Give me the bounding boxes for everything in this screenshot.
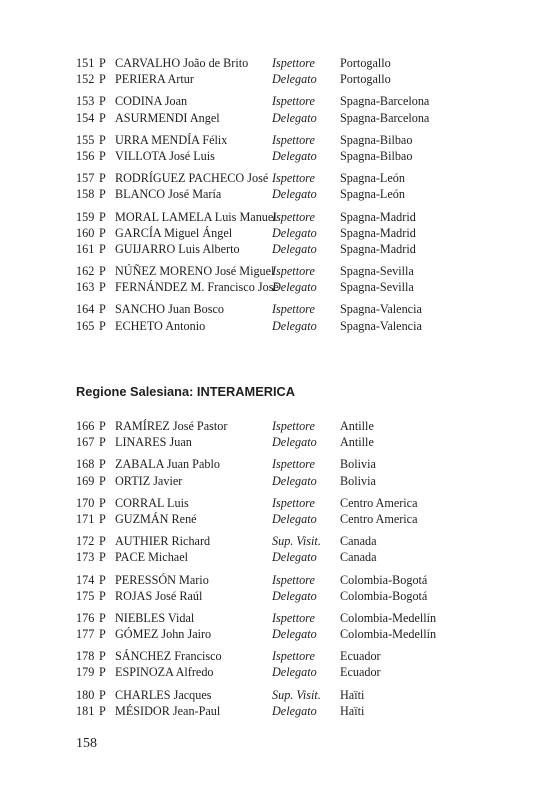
entry-type: P: [99, 72, 106, 87]
person-name: VILLOTA José Luis: [115, 148, 215, 163]
entry-location: Spagna-Madrid: [340, 209, 416, 224]
person-name: CARVALHO João de Brito: [115, 56, 249, 70]
entry-number: 169: [76, 473, 95, 488]
list-item: [0, 473, 539, 489]
list-item: [0, 241, 539, 257]
person-role: Ispettore: [272, 94, 315, 109]
list-item: [0, 418, 539, 434]
entry-group: [0, 456, 539, 488]
entry-location: Ecuador: [340, 665, 381, 680]
person-name: BLANCO José María: [115, 187, 222, 202]
list-item: [0, 549, 539, 565]
person-name: NIEBLES Vidal: [115, 610, 195, 625]
list-item: [0, 318, 539, 334]
entry-location: Spagna-Valencia: [340, 318, 422, 333]
person-role: Delegato: [272, 187, 317, 202]
person-role: Ispettore: [272, 209, 315, 224]
list-item: [0, 209, 539, 225]
entry-type: P: [99, 241, 106, 256]
entry-location: Antille: [340, 435, 374, 450]
list-item: [0, 225, 539, 241]
person-name: ESPINOZA Alfredo: [115, 665, 214, 680]
entry-location: Canada: [340, 534, 377, 549]
person-name: NÚÑEZ MORENO José Miguel: [115, 264, 275, 279]
entry-number: 165: [76, 318, 95, 333]
person-role: Delegato: [272, 665, 317, 680]
entry-number: 168: [76, 457, 95, 472]
entry-type: P: [99, 627, 106, 642]
entry-location: Centro America: [340, 495, 418, 510]
person-role: Ispettore: [272, 610, 315, 625]
entry-location: Spagna-León: [340, 187, 405, 202]
entry-location: Spagna-Sevilla: [340, 280, 414, 295]
person-role: Ispettore: [272, 264, 315, 279]
entry-number: 175: [76, 588, 95, 603]
entry-number: 161: [76, 241, 95, 256]
entry-group: [0, 687, 539, 719]
entry-number: 164: [76, 302, 95, 317]
entry-number: 178: [76, 649, 95, 664]
entry-group: [0, 610, 539, 642]
person-role: Delegato: [272, 550, 317, 565]
entry-location: Centro America: [340, 511, 418, 526]
person-name: SÁNCHEZ Francisco: [115, 649, 222, 664]
entry-type: P: [99, 264, 106, 279]
person-name: SANCHO Juan Bosco: [115, 302, 225, 317]
person-name: ECHETO Antonio: [115, 318, 206, 333]
person-name: GÓMEZ John Jairo: [115, 627, 212, 642]
entry-type: P: [99, 511, 106, 526]
list-item: [0, 93, 539, 109]
person-name: PERIERA Artur: [115, 72, 194, 87]
list-item: [0, 301, 539, 317]
list-item: [0, 511, 539, 527]
entry-group: [0, 495, 539, 527]
person-role: Sup. Visit.: [272, 687, 321, 702]
entry-number: 180: [76, 687, 95, 702]
list-item: [0, 610, 539, 626]
entry-number: 163: [76, 280, 95, 295]
list-item: [0, 533, 539, 549]
list-item: [0, 588, 539, 604]
list-item: [0, 55, 539, 71]
list-item: [0, 456, 539, 472]
entry-location: Spagna-Madrid: [340, 241, 416, 256]
top-list: [0, 55, 539, 340]
person-role: Delegato: [272, 588, 317, 603]
entry-number: 167: [76, 435, 95, 450]
entry-location: Canada: [340, 550, 377, 565]
person-name: GUZMÁN René: [115, 511, 197, 526]
entry-type: P: [99, 132, 106, 147]
entry-location: Spagna-Barcelona: [340, 94, 430, 109]
entry-location: Spagna-Bilbao: [340, 148, 413, 163]
entry-number: 177: [76, 627, 95, 642]
entry-location: Haïti: [340, 687, 365, 702]
list-item: [0, 626, 539, 642]
entry-location: Bolivia: [340, 473, 376, 488]
entry-number: 158: [76, 187, 95, 202]
entry-group: [0, 55, 539, 87]
person-name: ORTIZ Javier: [115, 473, 183, 488]
entry-type: P: [99, 209, 106, 224]
entry-number: 153: [76, 94, 95, 109]
entry-group: [0, 533, 539, 565]
entry-type: P: [99, 457, 106, 472]
entry-group: [0, 132, 539, 164]
list-item: [0, 495, 539, 511]
entry-location: Colombia-Medellín: [340, 610, 437, 625]
entry-type: P: [99, 588, 106, 603]
entry-location: Portogallo: [340, 72, 391, 87]
entry-location: Bolivia: [340, 457, 376, 472]
person-name: ZABALA Juan Pablo: [115, 457, 220, 472]
entry-number: 156: [76, 148, 95, 163]
person-role: Delegato: [272, 318, 317, 333]
person-role: Ispettore: [272, 56, 315, 70]
entry-group: [0, 648, 539, 680]
person-name: CORRAL Luis: [115, 495, 189, 510]
entry-type: P: [99, 665, 106, 680]
person-name: MÉSIDOR Jean-Paul: [115, 703, 221, 718]
person-name: MORAL LAMELA Luis Manuel: [115, 209, 277, 224]
person-role: Delegato: [272, 627, 317, 642]
entry-type: P: [99, 148, 106, 163]
entry-number: 155: [76, 132, 95, 147]
person-name: RODRÍGUEZ PACHECO José: [115, 171, 269, 186]
entry-location: Colombia-Bogotá: [340, 572, 428, 587]
person-name: LINARES Juan: [115, 435, 192, 450]
entry-number: 162: [76, 264, 95, 279]
entry-type: P: [99, 703, 106, 718]
entry-type: P: [99, 610, 106, 625]
entry-type: P: [99, 280, 106, 295]
entry-location: Portogallo: [340, 56, 391, 70]
list-item: [0, 71, 539, 87]
person-name: FERNÁNDEZ M. Francisco José: [115, 280, 279, 295]
entry-number: 160: [76, 225, 95, 240]
entry-type: P: [99, 419, 106, 433]
person-role: Ispettore: [272, 419, 315, 433]
person-role: Delegato: [272, 435, 317, 450]
entry-group: [0, 572, 539, 604]
person-name: CHARLES Jacques: [115, 687, 212, 702]
person-name: PERESSÓN Mario: [115, 572, 209, 587]
entry-group: [0, 418, 539, 450]
entry-location: Colombia-Bogotá: [340, 588, 428, 603]
entry-number: 176: [76, 610, 95, 625]
entry-type: P: [99, 495, 106, 510]
person-role: Ispettore: [272, 457, 315, 472]
entry-type: P: [99, 110, 106, 125]
person-role: Delegato: [272, 225, 317, 240]
person-name: GARCÍA Miguel Ángel: [115, 225, 233, 240]
region-list: [0, 418, 539, 725]
entry-type: P: [99, 56, 106, 70]
entry-type: P: [99, 171, 106, 186]
entry-type: P: [99, 187, 106, 202]
entry-number: 172: [76, 534, 95, 549]
person-role: Delegato: [272, 241, 317, 256]
entry-group: [0, 170, 539, 202]
person-name: RAMÍREZ José Pastor: [115, 419, 228, 433]
person-role: Delegato: [272, 72, 317, 87]
person-role: Delegato: [272, 148, 317, 163]
person-role: Ispettore: [272, 171, 315, 186]
person-role: Delegato: [272, 473, 317, 488]
entry-location: Colombia-Medellín: [340, 627, 437, 642]
person-role: Sup. Visit.: [272, 534, 321, 549]
list-item: [0, 148, 539, 164]
entry-type: P: [99, 550, 106, 565]
person-role: Delegato: [272, 280, 317, 295]
list-item: [0, 572, 539, 588]
entry-location: Haïti: [340, 703, 365, 718]
person-role: Delegato: [272, 511, 317, 526]
entry-number: 181: [76, 703, 95, 718]
person-role: Delegato: [272, 703, 317, 718]
entry-group: [0, 93, 539, 125]
entry-type: P: [99, 302, 106, 317]
list-item: [0, 110, 539, 126]
person-role: Ispettore: [272, 302, 315, 317]
entry-number: 179: [76, 665, 95, 680]
list-item: [0, 186, 539, 202]
entry-group: [0, 209, 539, 258]
person-name: URRA MENDÍA Félix: [115, 132, 228, 147]
page-number: 158: [76, 736, 97, 751]
list-item: [0, 279, 539, 295]
entry-location: Spagna-Bilbao: [340, 132, 413, 147]
person-role: Ispettore: [272, 495, 315, 510]
entry-type: P: [99, 572, 106, 587]
entry-type: P: [99, 225, 106, 240]
entry-number: 171: [76, 511, 95, 526]
entry-number: 170: [76, 495, 95, 510]
person-name: ASURMENDI Angel: [115, 110, 220, 125]
entry-type: P: [99, 94, 106, 109]
entry-location: Spagna-Sevilla: [340, 264, 414, 279]
list-item: [0, 263, 539, 279]
entry-type: P: [99, 318, 106, 333]
list-item: [0, 434, 539, 450]
entry-location: Spagna-León: [340, 171, 405, 186]
entry-number: 152: [76, 72, 95, 87]
entry-number: 166: [76, 419, 95, 433]
person-role: Delegato: [272, 110, 317, 125]
entry-location: Ecuador: [340, 649, 381, 664]
entry-number: 173: [76, 550, 95, 565]
person-name: CODINA Joan: [115, 94, 188, 109]
entry-type: P: [99, 473, 106, 488]
list-item: [0, 648, 539, 664]
entry-location: Antille: [340, 419, 374, 433]
entry-type: P: [99, 649, 106, 664]
list-item: [0, 687, 539, 703]
person-role: Ispettore: [272, 649, 315, 664]
list-item: [0, 703, 539, 719]
entry-number: 159: [76, 209, 95, 224]
entry-number: 151: [76, 56, 95, 70]
region-heading: Regione Salesiana: INTERAMERICA: [76, 384, 296, 399]
entry-type: P: [99, 435, 106, 450]
person-name: ROJAS José Raúl: [115, 588, 203, 603]
entry-number: 157: [76, 171, 95, 186]
entry-type: P: [99, 687, 106, 702]
person-role: Ispettore: [272, 572, 315, 587]
entry-group: [0, 301, 539, 333]
person-role: Ispettore: [272, 132, 315, 147]
entry-location: Spagna-Barcelona: [340, 110, 430, 125]
entry-location: Spagna-Madrid: [340, 225, 416, 240]
person-name: GUIJARRO Luis Alberto: [115, 241, 240, 256]
list-item: [0, 132, 539, 148]
entry-location: Spagna-Valencia: [340, 302, 422, 317]
person-name: PACE Michael: [115, 550, 189, 565]
list-item: [0, 170, 539, 186]
entry-type: P: [99, 534, 106, 549]
entry-number: 154: [76, 110, 95, 125]
list-item: [0, 664, 539, 680]
person-name: AUTHIER Richard: [115, 534, 211, 549]
entry-number: 174: [76, 572, 95, 587]
entry-group: [0, 263, 539, 295]
